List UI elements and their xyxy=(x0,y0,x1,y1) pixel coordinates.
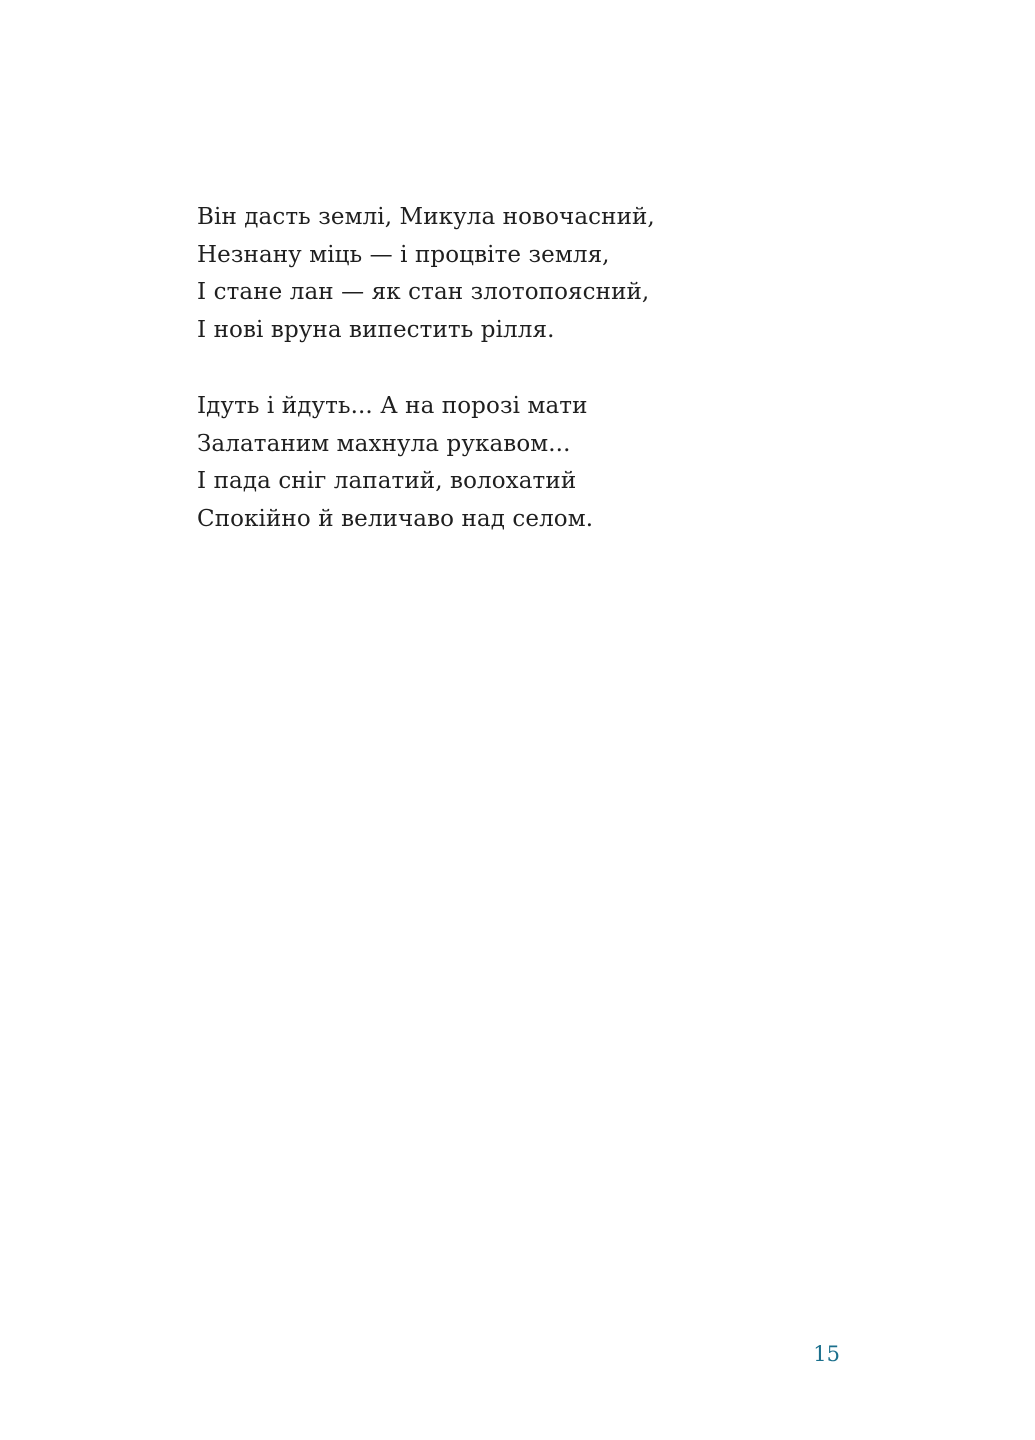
poem-line: І пада сніг лапатий, волохатий xyxy=(197,468,577,495)
poem-line: Він дасть землі, Микула новочасний, xyxy=(197,204,655,230)
poem-line: Спокійно й величаво над селом. xyxy=(197,505,594,532)
stanza-2 xyxy=(197,388,917,539)
poem-line: Незнану міць — і процвіте земля, xyxy=(197,241,610,268)
poem xyxy=(197,199,917,539)
page-number: 15 xyxy=(813,1342,840,1366)
poem-line: Ідуть і йдуть... А на порозі мати xyxy=(197,392,588,419)
stanza-1 xyxy=(197,199,917,350)
poem-line: Залатаним махнула рукавом... xyxy=(197,430,571,457)
poem-line: І нові вруна випестить рілля. xyxy=(197,317,555,344)
poem-line: І стане лан — як стан злотопоясний, xyxy=(197,279,650,306)
